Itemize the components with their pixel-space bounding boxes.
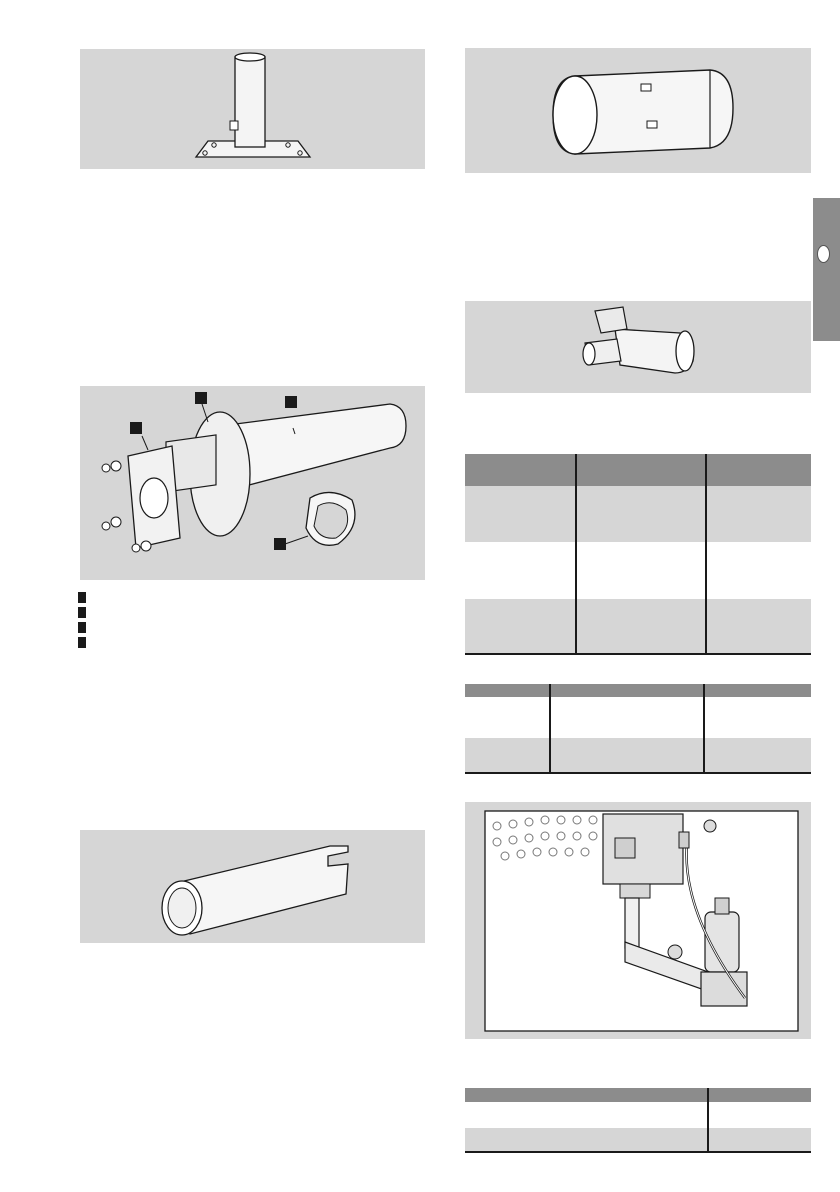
- spec-table-1: [465, 454, 811, 654]
- callout-badge: [130, 422, 142, 434]
- spec-table-2: [465, 684, 811, 773]
- slotted-sleeve-icon: [80, 830, 425, 943]
- legend-marker: [78, 607, 86, 618]
- spec-table-3: [465, 1088, 811, 1153]
- legend-item: [78, 605, 418, 620]
- installation-photo-icon: [465, 802, 811, 1039]
- table-header-row: [465, 454, 811, 486]
- table-row: [465, 599, 811, 654]
- table-column-divider: [705, 454, 707, 654]
- table-row: [465, 738, 811, 772]
- figure-legend: [78, 590, 418, 650]
- slotted-sleeve-figure: [80, 830, 425, 943]
- cylinder-cap-figure: [465, 48, 811, 173]
- legend-item: [78, 635, 418, 650]
- cylinder-cap-icon: [465, 48, 811, 173]
- legend-marker: [78, 592, 86, 603]
- table-bottom-rule: [465, 772, 811, 774]
- flanged-tube-icon: [80, 49, 425, 169]
- table-header-row: [465, 1088, 811, 1102]
- table-row: [465, 486, 811, 542]
- circle-marker-icon: [817, 245, 830, 263]
- legend-marker: [78, 637, 86, 648]
- exploded-assembly-figure: [80, 386, 425, 580]
- table-bottom-rule: [465, 653, 811, 655]
- elbow-fitting-icon: [465, 301, 811, 393]
- table-column-divider: [703, 684, 705, 773]
- callout-badge: [274, 538, 286, 550]
- table-column-divider: [549, 684, 551, 773]
- flanged-tube-figure: [80, 49, 425, 169]
- chapter-side-tab: [813, 198, 840, 341]
- table-row: [465, 1128, 811, 1152]
- table-header-row: [465, 684, 811, 697]
- installation-photo-figure: [465, 802, 811, 1039]
- table-column-divider: [575, 454, 577, 654]
- table-bottom-rule: [465, 1151, 811, 1153]
- callout-badge: [195, 392, 207, 404]
- legend-marker: [78, 622, 86, 633]
- table-column-divider: [707, 1088, 709, 1153]
- legend-item: [78, 620, 418, 635]
- elbow-fitting-figure: [465, 301, 811, 393]
- exploded-assembly-icon: [80, 386, 425, 580]
- callout-badge: [285, 396, 297, 408]
- legend-item: [78, 590, 418, 605]
